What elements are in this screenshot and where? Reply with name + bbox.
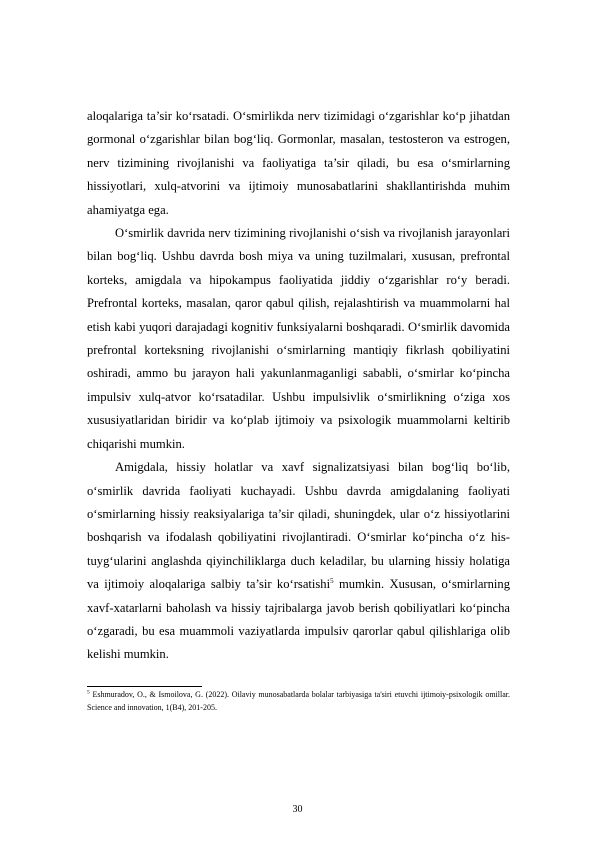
footnote <box>87 688 510 714</box>
footnote-reference: 5 <box>330 576 334 585</box>
paragraph-1: aloqalariga ta’sir ko‘rsatadi. O‘smirlikda nerv tizimidagi o‘zgarishlar ko‘p jihatdan gormonal o‘zgarishlar bilan bog‘liq. Gormonlar, masalan, testosteron va estrogen, nerv tizimining rivojlanishi va faoliyatiga ta’sir qiladi, bu esa o‘smirlarning hissiyotlari, xulq-atvorini va ijtimoiy munosabatlarini shakllantirishda muhim ahamiyatga ega. <box>87 109 510 217</box>
page-number: 30 <box>292 804 303 815</box>
footnote-marker: 5 <box>87 689 90 696</box>
paragraph-3 <box>87 456 510 667</box>
paragraph-3-text-start: Amigdala, hissiy holatlar va xavf signalizatsiyasi bilan bog‘liq bo‘lib, o‘smirlik davrida faoliyati kuchayadi. Ushbu davrda amigdalaning faoliyati o‘smirlarning hissiy reaksiyalariga ta’sir qiladi, shuningdek, ular o‘z hissiyotlarini boshqarish va ifodalash qobiliyatini rivojlantiradi. O‘smirlar ko‘pincha o‘z his-tuyg‘ularini anglashda qiyinchiliklarga duch keladilar, bu ularning hissiy holatiga va ijtimoiy aloqalariga salbiy ta’sir ko‘rsatishi <box>87 460 510 592</box>
page-body <box>87 105 510 667</box>
paragraph-3-text-end: mumkin. Xususan, o‘smirlarning xavf-xatarlarni baholash va hissiy tajribalarga javob berish qobiliyatlari ko‘pincha o‘zgaradi, bu esa muammoli vaziyatlarda impulsiv qarorlar qabul qilishlariga olib kelishi mumkin. <box>87 577 510 662</box>
footnote-text: Eshmuradov, O., & Ismoilova, G. (2022). Oilaviy munosabatlarda bolalar tarbiyasiga ta'siri etuvchi ijtimoiy-psixologik omillar. Science and innovation, 1(B4), 201-205. <box>87 690 510 712</box>
paragraph-2: O‘smirlik davrida nerv tizimining rivojlanishi o‘sish va rivojlanish jarayonlari bilan bog‘liq. Ushbu davrda bosh miya va uning tuzilmalari, xususan, prefrontal korteks, amigdala va hipokampus faoliyatida jiddiy o‘zgarishlar ro‘y beradi. Prefrontal korteks, masalan, qaror qabul qilish, rejalashtirish va muammolarni hal etish kabi yuqori darajadagi kognitiv funksiyalarni boshqaradi. O‘smirlik davomida prefrontal korteksning rivojlanishi o‘smirlarning mantiqiy fikrlash qobiliyatini oshiradi, ammo bu jarayon hali yakunlanmaganligi sababli, o‘smirlar ko‘pincha impulsiv xulq-atvor ko‘rsatadilar. Ushbu impulsivlik o‘smirlikning o‘ziga xos xususiyatlaridan biridir va ko‘plab ijtimoiy va psixologik muammolarni keltirib chiqarishi mumkin. <box>87 226 510 451</box>
footnote-divider <box>87 686 202 687</box>
